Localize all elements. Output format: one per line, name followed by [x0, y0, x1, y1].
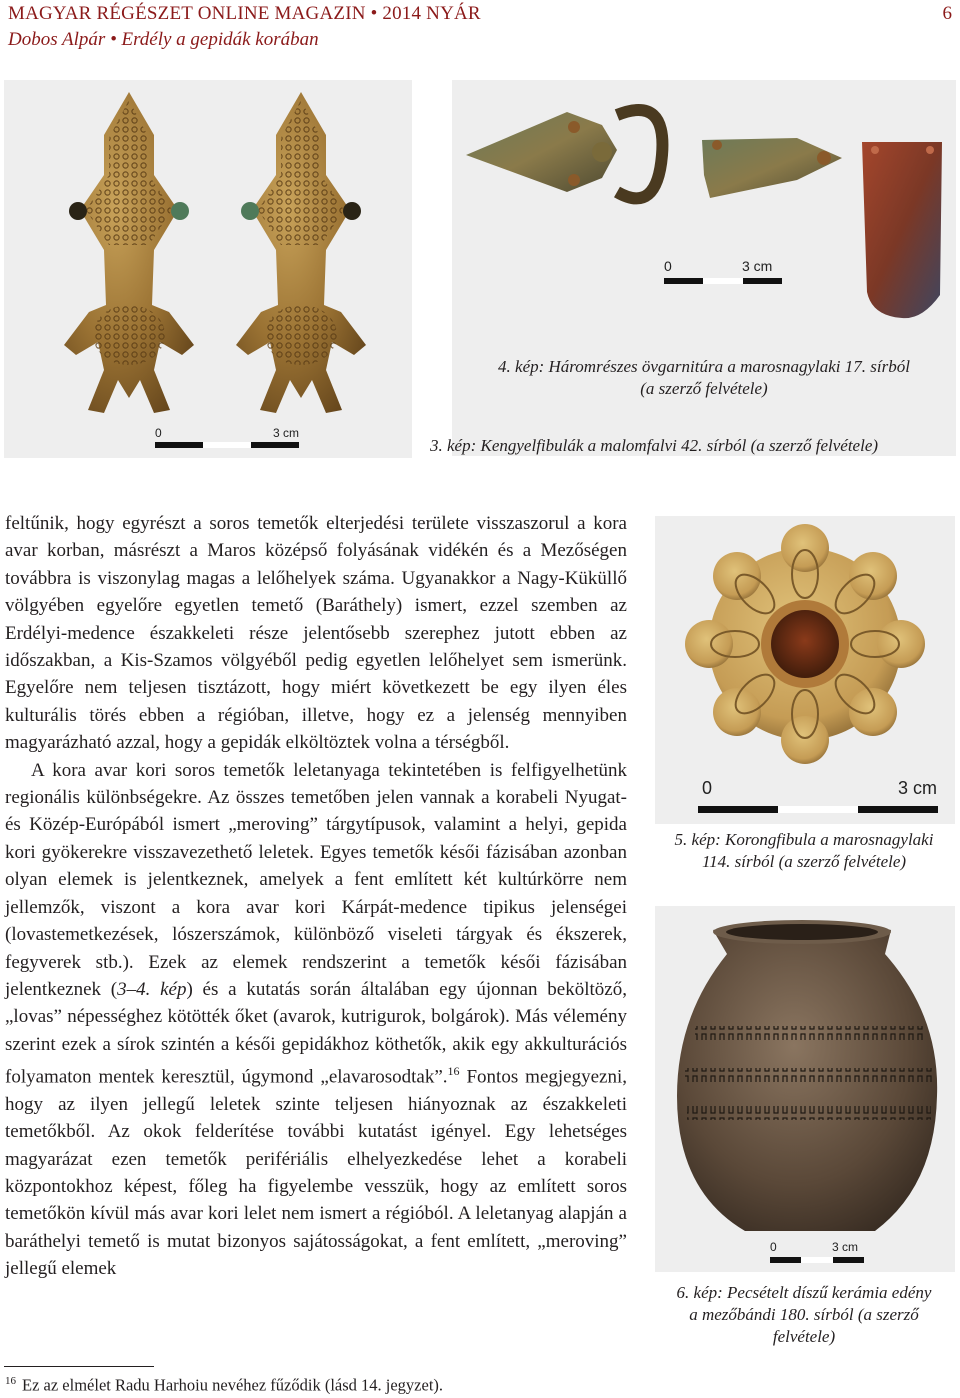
footnote — [5, 1375, 443, 1396]
fibula-right — [236, 92, 366, 413]
scale-end: 3 cm — [898, 778, 938, 798]
caption-line: 4. kép: Háromrészes övgarnitúra a marosnagylaki 17. sírból — [498, 357, 910, 376]
article-title: Erdély a gepidák korában — [121, 29, 319, 50]
figure-3-caption: 3. kép: Kengyelfibulák a malomfalvi 42. sírból (a szerző felvétele) — [430, 436, 879, 455]
caption-line: (a szerző felvétele) — [640, 379, 768, 398]
figure-4-caption — [452, 356, 956, 400]
figure-5-caption — [648, 829, 960, 873]
scale-start: 0 — [702, 778, 713, 798]
scale-end: 3 cm — [742, 258, 773, 274]
paragraph: feltűnik, hogy egyrészt a soros temetők elterjedési területe visszaszorul a kora avar korban, másrészt a Maros középső folyásának vidékén és a Mezőségen továbbra is viszonylag magas a lelőhelyek száma. Ugyanakkor a Nagy-Küküllő völgyében egyelőre egyetlen temető (Baráthely) ismert, ezzel szemben az Erdélyi-medence északkeleti része jelentősebb szerephez jutott ebben az időszakban, a Kis-Szamos völgyéből pedig egyetlen lelőhelyet sem ismerünk. Egyelőre nem teljesen tisztázott, hogy miért következett be egy ilyen éles kulturális törés ebben a régióban, illetve, hogy ez a jelenség mennyiben magyarázható azzal, hogy a gepidák elköltöztek volna a térségből. — [5, 513, 627, 754]
figure-5-image — [655, 516, 955, 824]
running-header — [8, 3, 481, 51]
caption-line: 114. sírból (a szerző felvétele) — [701, 852, 907, 871]
caption-line: 5. kép: Korongfibula a marosnagylaki — [674, 830, 934, 849]
fibula-left — [64, 92, 194, 413]
belt-set-image — [452, 80, 956, 330]
strap-end — [862, 142, 942, 318]
byline-separator: • — [110, 29, 117, 50]
page-number: 6 — [942, 3, 952, 24]
scale-end: 3 cm — [832, 1240, 859, 1254]
figure-reference[interactable]: 3–4. kép — [117, 978, 187, 1000]
buckle-plate — [466, 110, 662, 198]
scale-end: 3 cm — [273, 426, 300, 440]
footnote-text: Ez az elmélet Radu Harhoiu nevéhez fűződik (lásd 14. jegyzet). — [22, 1375, 444, 1395]
article-byline — [8, 29, 481, 51]
footnote-ref[interactable]: 16 — [447, 1064, 460, 1079]
figure-6-image — [655, 906, 955, 1272]
footnote-rule — [4, 1366, 154, 1367]
magazine-title: MAGYAR RÉGÉSZET ONLINE MAGAZIN • 2014 NYÁR — [8, 3, 481, 24]
figure-6-caption — [648, 1282, 960, 1348]
caption-line: 6. kép: Pecsételt díszű kerámia edény — [676, 1283, 932, 1302]
scale-start: 0 — [155, 426, 162, 440]
paragraph: A kora avar kori soros temetők leletanyaga tekintetében is felfigyelhetünk regionális különbségekre. Az összes temetőben jelen vannak a korabeli Nyugat- és Közép-Európából ismert „meroving” tárgytípusok, valamint a helyi, gepida kori gyökerekre visszavezethető leletek. Egyes temetők késői fázisában azonban olyan elemek is jelentkeznek, amelyek a fent említett két kultúrkörre nem jellemzők, viszont a kora avar kori Kárpát-medence tipikus jelenségei (lovastemetkezések, lószerszámok, különböző viseleti tárgyak és ékszerek, fegyverek stb.). Ezek az elemek rendszerint a temetők késői fázisában jelentkeznek (3–4. kép) és a kutatás során általában egy újonnan beköltöző, „lovas” népességhez kötötték őket (avarok, kutrigurok, bolgárok). Más vélemény szerint ezek a sírok szintén a késői gepidákhoz köthetők, akik egy akkulturációs folyamaton mentek keresztül, úgymond „elavarosodtak”.$^{16}$ Fontos megjegyezni, hogy az ilyen jellegű leletek szinte teljesen hiányoznak az északkeleti temetőkből. Az okok felderítése további kutatást igényel. Egy lehetséges magyarázat ezen temetők perifériális elhelyezkedése lehet a korabeli központokhoz képest, főleg ha figyelembe vesszük, hogy az említett soros temetőkön kívül más avar kori lelet nem ismert a régióból. A leletanyag alapján a baráthelyi temető is mutat bizonyos sajátosságokat, a fent említett, „meroving” jellegű elemek — [5, 759, 627, 1280]
figure-3-box — [4, 80, 412, 458]
caption-line: felvétele) — [772, 1327, 836, 1346]
scale-bar-fig6 — [770, 1240, 880, 1268]
mount-plate — [702, 138, 842, 198]
footnote-number: 16 — [5, 1375, 16, 1387]
ceramic-vessel-image — [655, 906, 955, 1240]
scale-start: 0 — [664, 258, 672, 274]
article-body — [5, 510, 627, 1283]
scale-bar-fig3 — [155, 426, 305, 452]
caption-line: a mezőbándi 180. sírból (a szerző — [689, 1305, 919, 1324]
author-name: Dobos Alpár — [8, 29, 106, 50]
scale-start: 0 — [770, 1240, 777, 1254]
figure-4-box — [430, 80, 956, 456]
disc-brooch-image — [655, 516, 955, 776]
scale-bar-fig4 — [664, 258, 798, 288]
fibulae-image — [4, 80, 412, 420]
scale-bar-fig5 — [698, 778, 948, 818]
